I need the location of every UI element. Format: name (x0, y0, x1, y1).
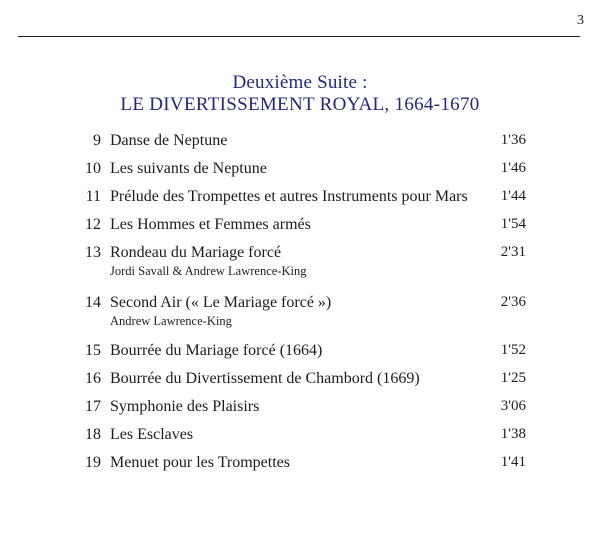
track-number: 16 (85, 370, 101, 387)
track-number: 9 (93, 132, 101, 149)
track-row (0, 426, 600, 448)
track-number: 12 (85, 216, 101, 233)
track-row (0, 132, 600, 154)
track-title: Menuet pour les Trompettes (110, 454, 290, 471)
track-duration: 2'31 (500, 244, 526, 260)
track-title: Les Esclaves (110, 426, 194, 443)
track-row (0, 454, 600, 476)
track-number: 19 (85, 454, 101, 471)
track-number: 18 (85, 426, 101, 443)
track-duration: 3'06 (500, 398, 526, 414)
track-title: Danse de Neptune (110, 132, 228, 149)
track-row (0, 342, 600, 364)
track-title: Les suivants de Neptune (110, 160, 267, 177)
header-rule (18, 36, 580, 37)
track-title: Bourrée du Divertissement de Chambord (1669) (110, 370, 420, 387)
track-performers: Andrew Lawrence-King (110, 314, 232, 328)
suite-subheading: LE DIVERTISSEMENT ROYAL, 1664-1670 (120, 94, 480, 115)
track-row (0, 244, 600, 266)
page-number: 3 (577, 13, 584, 28)
track-performers: Jordi Savall & Andrew Lawrence-King (110, 264, 307, 278)
track-number: 13 (85, 244, 101, 261)
track-duration: 2'36 (500, 294, 526, 310)
track-duration: 1'36 (500, 132, 526, 148)
track-row (0, 160, 600, 182)
track-number: 11 (85, 188, 101, 205)
track-row (0, 216, 600, 238)
track-duration: 1'46 (500, 160, 526, 176)
track-duration: 1'54 (500, 216, 526, 232)
track-title: Prélude des Trompettes et autres Instruments pour Mars (110, 188, 468, 205)
track-row (0, 294, 600, 316)
track-title: Bourrée du Mariage forcé (1664) (110, 342, 323, 359)
track-title: Symphonie des Plaisirs (110, 398, 260, 415)
suite-heading: Deuxième Suite : (232, 72, 368, 93)
track-duration: 1'44 (500, 188, 526, 204)
track-number: 15 (85, 342, 101, 359)
track-title: Second Air (« Le Mariage forcé ») (110, 294, 332, 311)
track-title: Rondeau du Mariage forcé (110, 244, 282, 261)
track-number: 14 (85, 294, 101, 311)
track-duration: 1'38 (500, 426, 526, 442)
track-row (0, 188, 600, 210)
track-row (0, 370, 600, 392)
track-row (0, 398, 600, 420)
track-duration: 1'41 (500, 454, 526, 470)
track-duration: 1'25 (500, 370, 526, 386)
track-duration: 1'52 (500, 342, 526, 358)
track-number: 10 (85, 160, 101, 177)
track-title: Les Hommes et Femmes armés (110, 216, 311, 233)
track-number: 17 (85, 398, 101, 415)
